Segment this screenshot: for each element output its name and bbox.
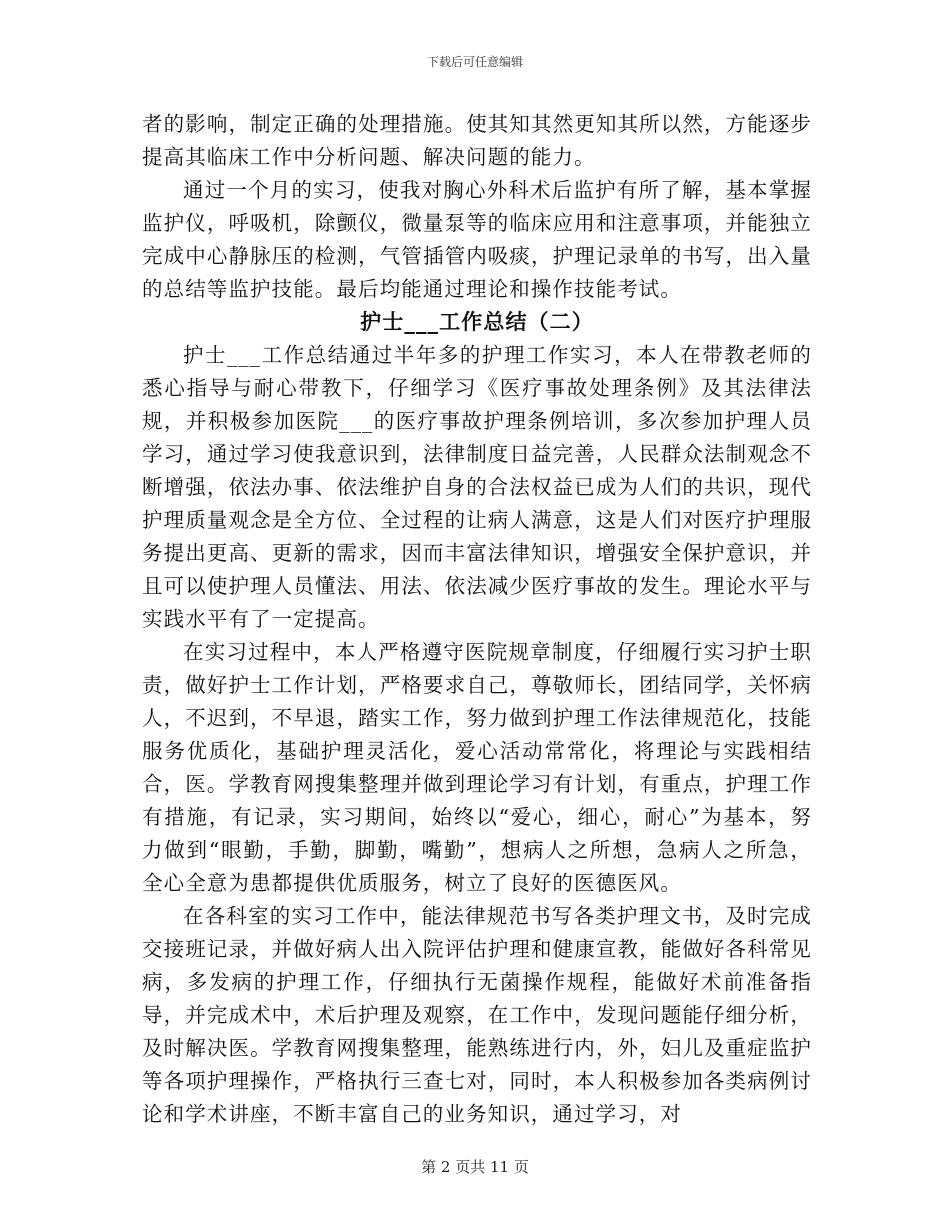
paragraph-practice-conduct: 在实习过程中，本人严格遵守医院规章制度，仔细履行实习护士职责，做好护士工作计划，严格要求自己，尊敬师长，团结同学，关怀病人，不迟到，不早退，踏实工作，努力做到护理工作法律规范化，技能服务优质化，基础护理灵活化，爱心活动常常化，将理论与实践相结合，医。学教育网搜集整理并做到理论学习有计划，有重点，护理工作有措施，有记录，实习期间，始终以“爱心，细心，耐心”为基本，努力做到“眼勤，手勤，脚勤，嘴勤”，想病人之所想，急病人之所急，全心全意为患都提供优质服务，树立了良好的医德医风。 (142, 640, 812, 895)
paragraph-legal-study: 护士___工作总结通过半年多的护理工作实习，本人在带教老师的悉心指导与耐心带教下，仔细学习《医疗事故处理条例》及其法律法规，并积极参加医院___的医疗事故护理条例培训，多次参加护理人员学习，通过学习使我意识到，法律制度日益完善，人民群众法制观念不断增强，依法办事、依法维护自身的合法权益已成为人们的共识，现代护理质量观念是全方位、全过程的让病人满意，这是人们对医疗护理服务提出更高、更新的需求，因而丰富法律知识，增强安全保护意识，并且可以使护理人员懂法、用法、依法减少医疗事故的发生。理论水平与实践水平有了一定提高。 (142, 343, 812, 631)
section-heading: 护士___工作总结（二） (360, 310, 594, 334)
paragraph-department-work: 在各科室的实习工作中，能法律规范书写各类护理文书，及时完成交接班记录，并做好病人出入院评估护理和健康宣教，能做好各科常见病，多发病的护理工作，仔细执行无菌操作规程，能做好术前准备指导，并完成术中，术后护理及观察，在工作中，发现问题能仔细分析，及时解决医。学教育网搜集整理，能熟练进行内，外，妇儿及重症监护等各项护理操作，严格执行三查七对，同时，本人积极参加各类病例讨论和学术讲座，不断丰富自己的业务知识，通过学习，对 (142, 904, 812, 1126)
page-header: 下载后可任意编辑 (426, 55, 523, 69)
paragraph-internship-summary: 通过一个月的实习，使我对胸心外科术后监护有所了解，基本掌握监护仪，呼吸机，除颤仪，微量泵等的临床应用和注意事项，并能独立完成中心静脉压的检测，气管插管内吸痰，护理记录单的书写，出入量的总结等监护技能。最后均能通过理论和操作技能考试。 (142, 178, 812, 301)
document-body (142, 108, 812, 1131)
paragraph-continuation: 者的影响，制定正确的处理措施。使其知其然更知其所以然，方能逐步提高其临床工作中分析问题、解决问题的能力。 (142, 112, 812, 169)
page-number: 第 2 页共 11 页 (421, 1158, 529, 1176)
